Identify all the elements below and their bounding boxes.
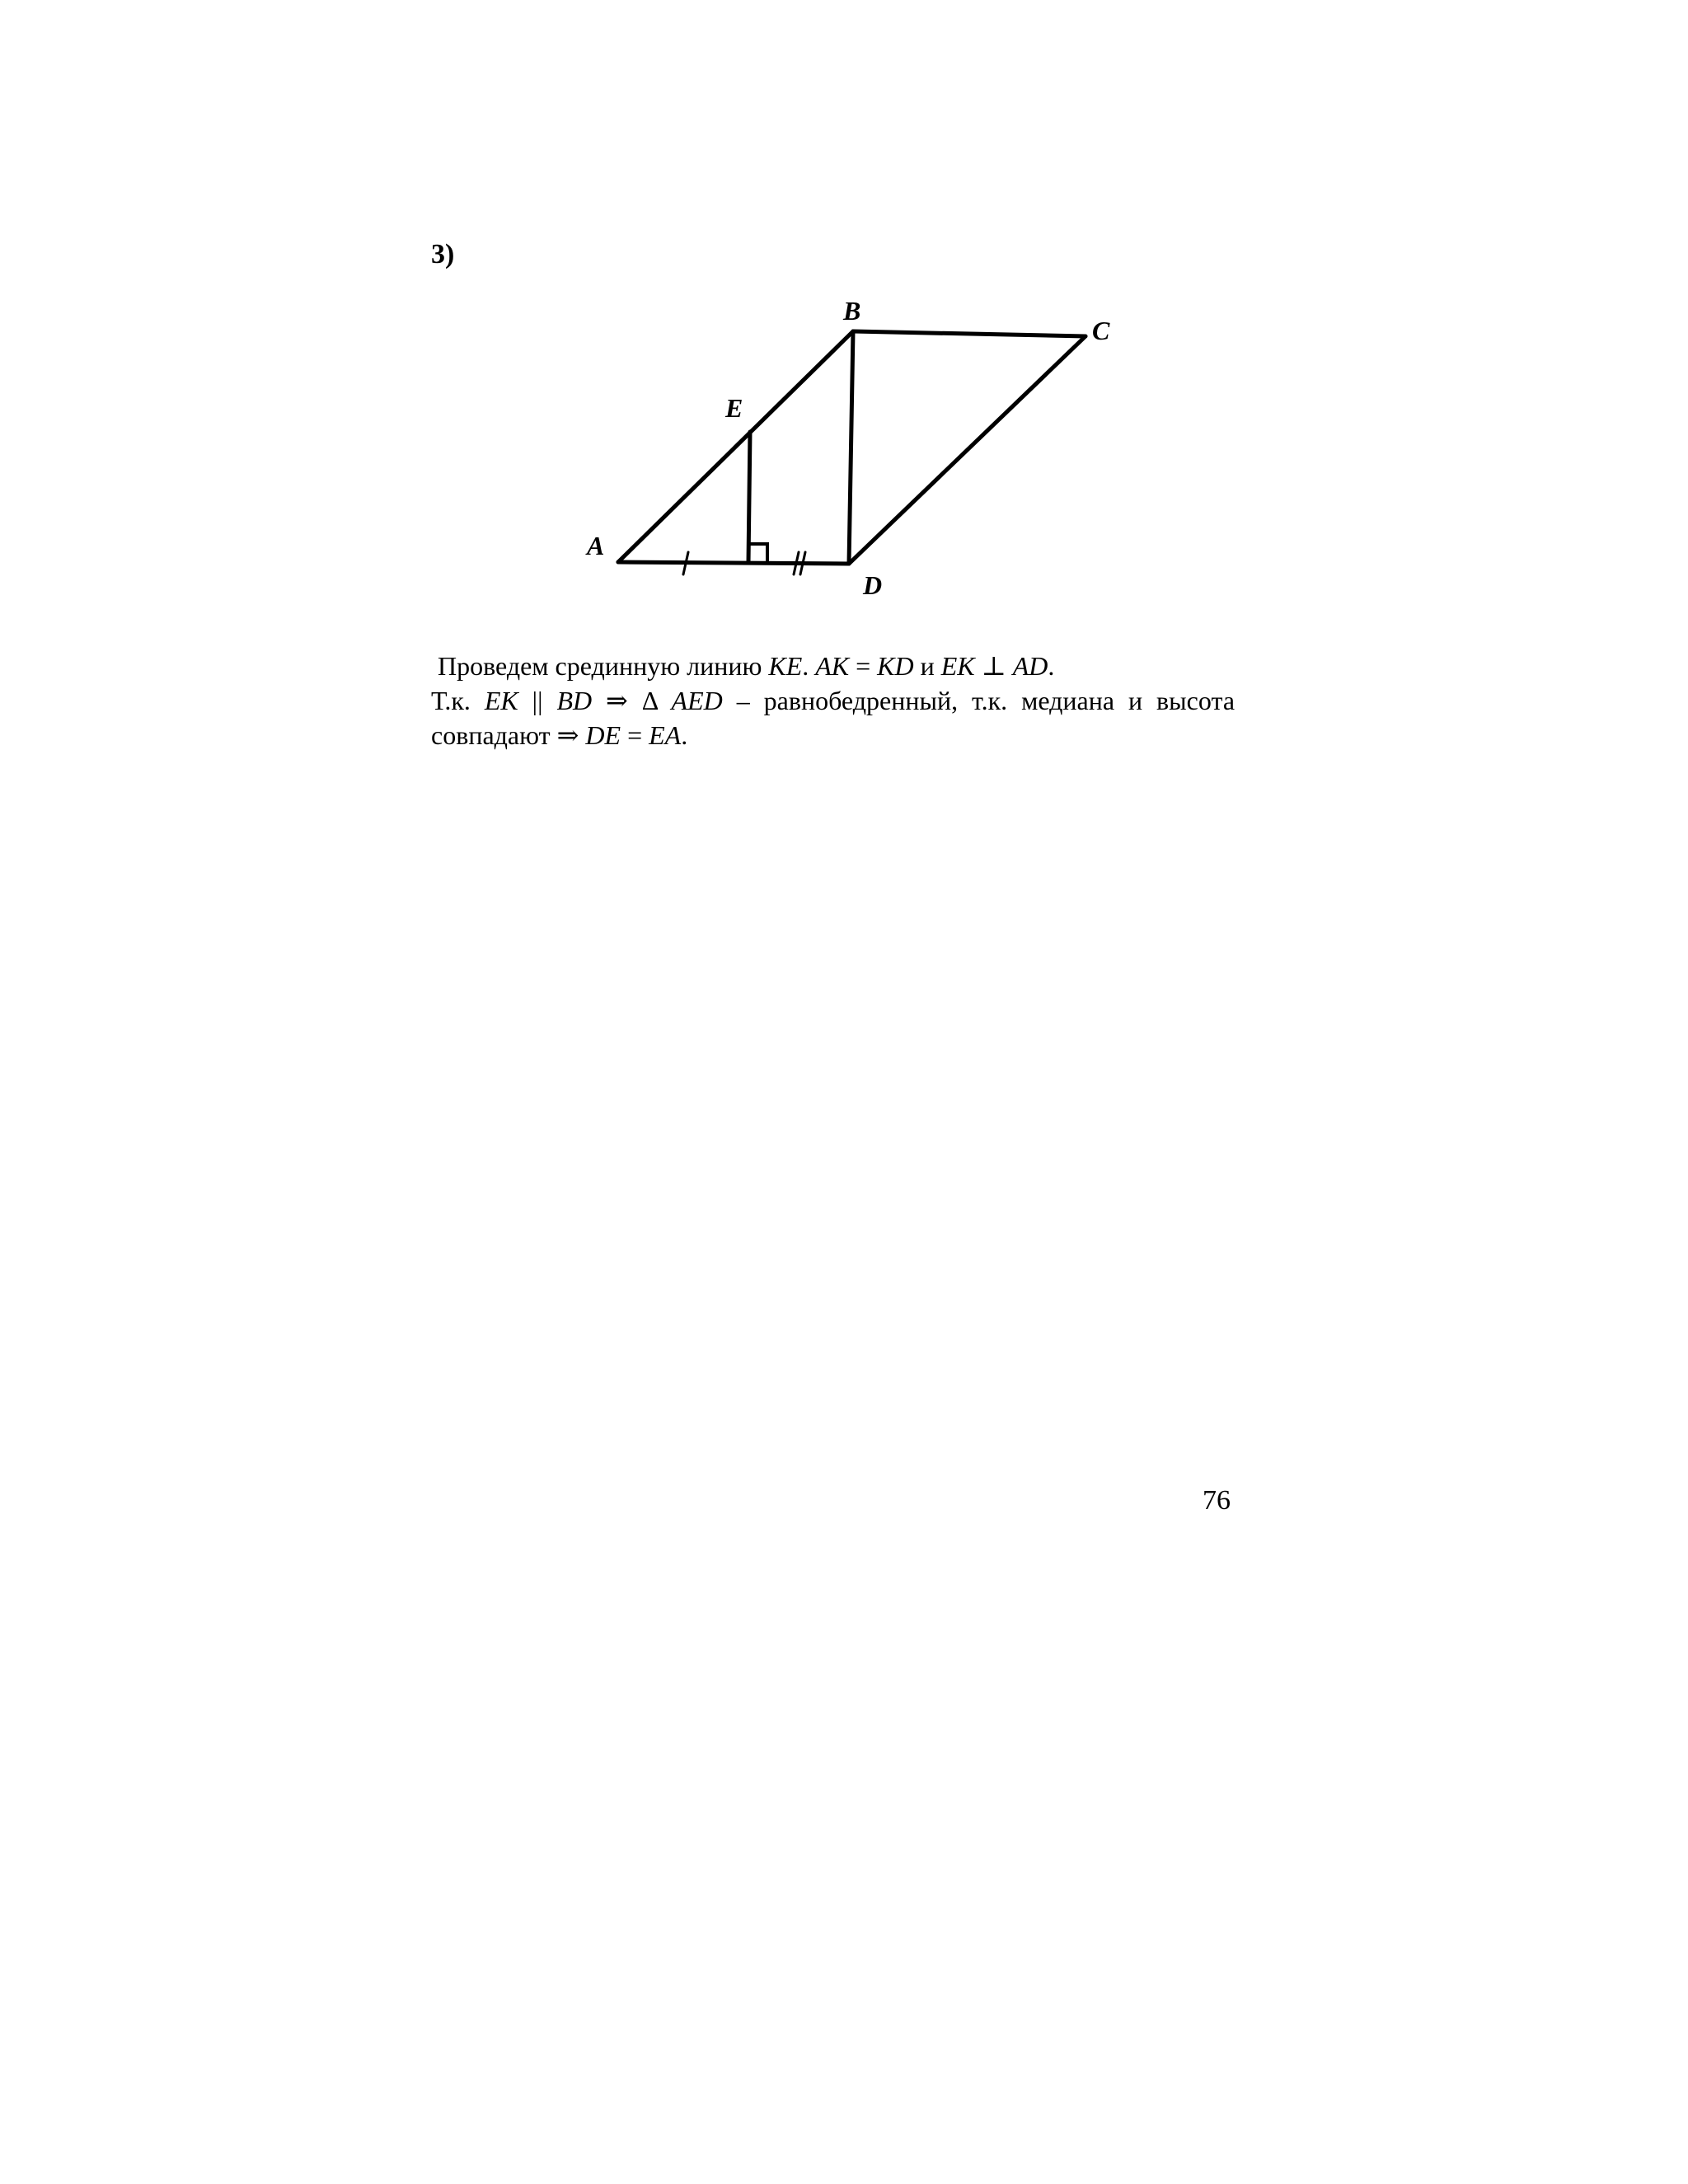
vertex-label-a: A <box>587 531 605 560</box>
solution-line-2: Т.к. EK || BD ⇒ Δ AED – равнобедренный, т.к. медиана и высота <box>431 686 1236 715</box>
vertex-label-c: C <box>1092 316 1110 345</box>
vertex-label-d: D <box>863 570 883 600</box>
problem-number: 3) <box>431 239 455 269</box>
page-number: 76 <box>1203 1485 1231 1516</box>
vertex-label-b: B <box>843 296 861 326</box>
right-angle-mark <box>748 544 767 563</box>
solution-line-1: Проведем срединную линию KE. AK = KD и EK ⊥ AD. <box>438 651 1055 681</box>
parallelogram-figure <box>0 0 1688 643</box>
side-bc <box>853 331 1085 336</box>
side-ad <box>618 562 849 564</box>
side-ab <box>618 331 853 562</box>
side-cd <box>849 336 1085 564</box>
solution-line-3: совпадают ⇒ DE = EA. <box>431 720 688 750</box>
vertex-label-e: E <box>725 393 743 423</box>
solution-text <box>431 649 1235 752</box>
diagonal-bd <box>849 331 853 564</box>
